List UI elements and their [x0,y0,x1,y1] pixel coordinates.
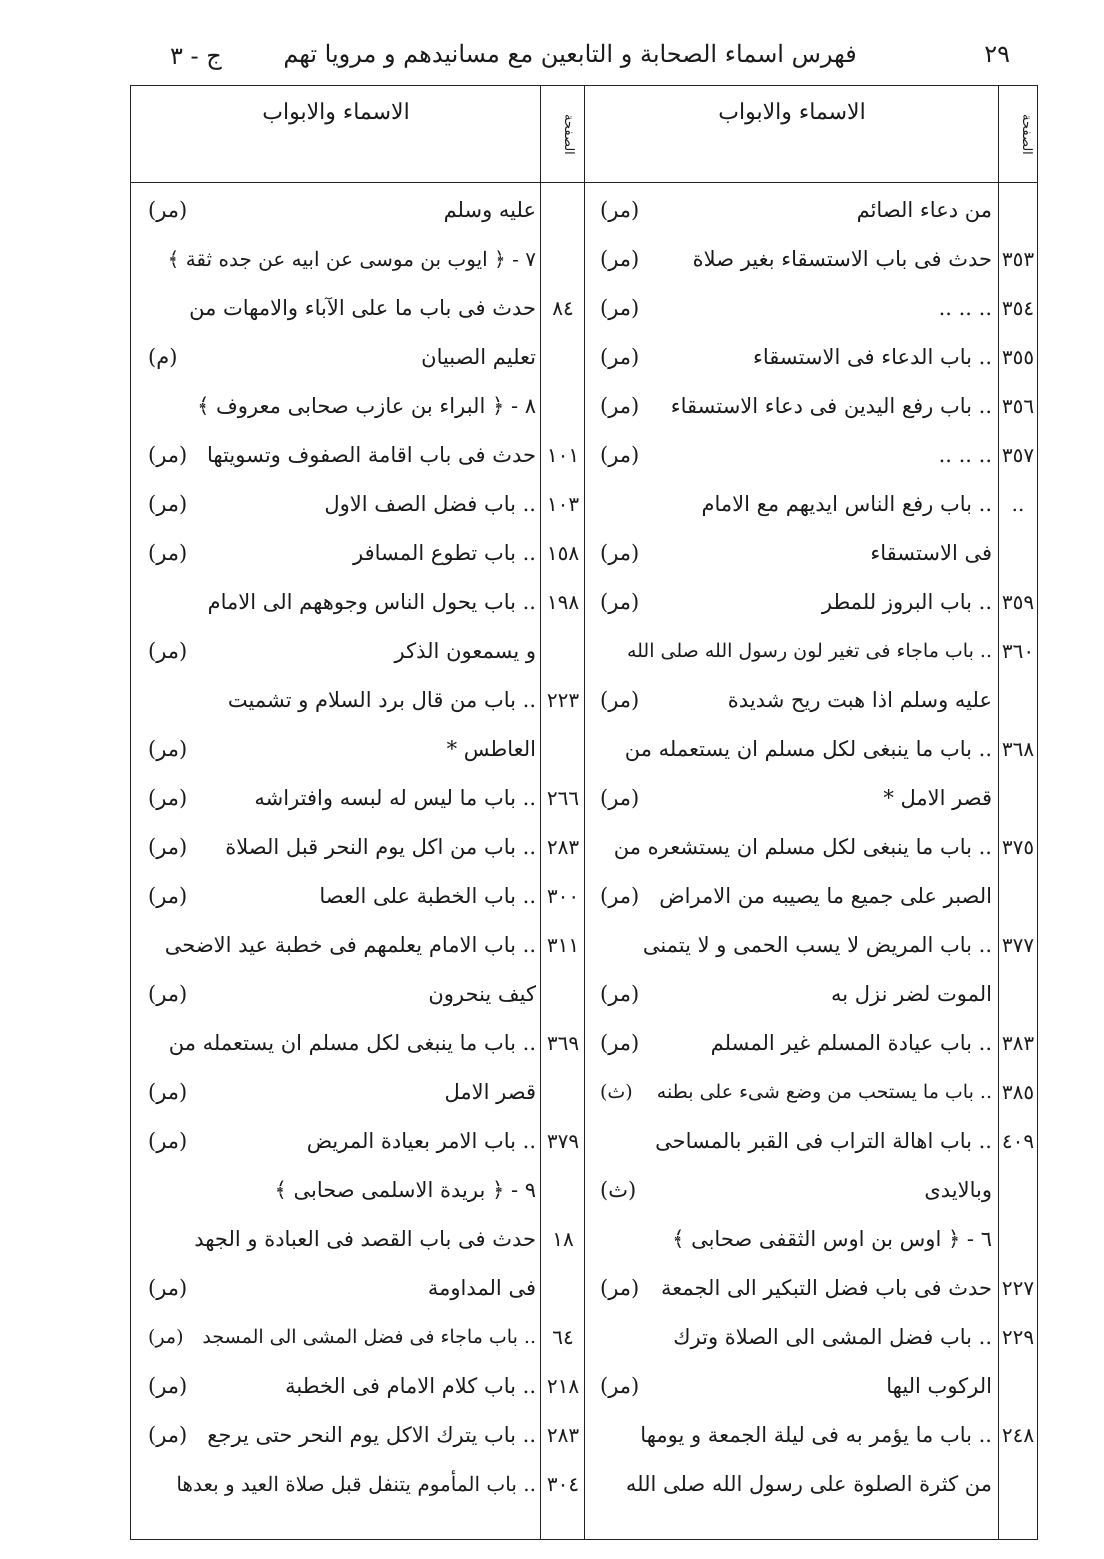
index-entry [600,1413,992,1457]
index-entry [148,1462,536,1506]
page-title: فهرس اسماء الصحابة و التابعين مع مسانيدهم و مرويا تهم [283,40,857,68]
page-header [130,40,1010,80]
index-entry [600,188,992,232]
index-entry [148,531,536,575]
entry-text: حدث فی باب القصد فی العبادة و الجهد [194,1227,536,1251]
index-entry [600,286,992,330]
entry-text: .. باب من قال برد السلام و تشمیت [227,688,536,712]
index-entry [148,629,536,673]
entry-text: قصر الامل * [883,786,992,810]
entry-page-number: ٦٤ [552,1325,574,1349]
center-divider-rule [584,85,585,1540]
source-mark: (م) [148,345,178,369]
entry-page-number: ٢٢٧ [1001,1276,1035,1300]
index-entry [600,1021,992,1065]
entry-text: من دعاء الصائم [856,198,992,222]
entry-page-number: ٣٨٣ [1001,1031,1035,1055]
index-entry [148,1217,536,1261]
page-number: ٢٩ [984,40,1010,68]
entry-page-number: ٢٨٣ [546,1423,580,1447]
entry-page-number: ٣٥٥ [1001,345,1035,369]
entry-page-number: ٣٧٥ [1001,835,1035,859]
source-mark: (مر) [600,1374,640,1398]
source-mark: (مر) [148,1276,188,1300]
index-entry [148,1413,536,1457]
index-entry [148,1119,536,1163]
index-entry [600,923,992,967]
source-mark: (مر) [600,247,640,271]
index-entry [148,727,536,771]
left-names-column-header: الاسماء والابواب [262,100,410,125]
index-entry [148,237,536,281]
left-page-column-rule [540,85,541,1540]
index-entry [600,580,992,624]
entry-text: .. باب رفع الیدین فی دعاء الاستسقاء [670,394,992,418]
entry-page-number: ٣٧٩ [546,1129,580,1153]
index-entry [600,776,992,820]
entry-page-number: ١٨ [552,1227,574,1251]
entry-text: الرکوب الیها [886,1374,992,1398]
entry-text: .. باب المأموم یتنفل قبل صلاة العید و بعدها [176,1472,536,1496]
source-mark: (مر) [600,443,640,467]
entry-text: الموت لضر نزل به [830,982,992,1006]
entry-text: من کثرة الصلوة علی رسول الله صلی الله [625,1472,992,1496]
entry-text: .. باب ما ینبغی لکل مسلم ان یستعمله من [624,737,992,761]
index-entry [600,335,992,379]
entry-page-number: ٣٠٤ [546,1472,580,1496]
source-mark: (مر) [148,541,188,565]
entry-page-number: ١٥٨ [546,541,580,565]
source-mark: (مر) [600,884,640,908]
index-entry [600,1070,992,1114]
entry-text: تعلیم الصبیان [421,345,536,369]
entry-text: ٨ - ﴿ البراء بن عازب صحابی معروف ﴾ [197,394,536,418]
entry-text: .. باب من اکل یوم النحر قبل الصلاة [225,835,536,859]
entry-text: ٦ - ﴿ اوس بن اوس الثقفی صحابی ﴾ [672,1227,992,1251]
index-entry [600,1462,992,1506]
entry-page-number: ٣٧٧ [1001,933,1035,957]
entry-text: و یسمعون الذکر [394,639,536,663]
entry-page-number: ٢٢٣ [546,688,580,712]
index-entry [600,825,992,869]
index-entry [600,1168,992,1212]
entry-page-number: ٣٦٩ [546,1031,580,1055]
source-mark: (ث) [600,1081,633,1103]
entry-page-number: .. [1011,492,1025,516]
index-entry [600,1217,992,1261]
index-entry [600,874,992,918]
entry-text: .. باب کلام الامام فی الخطبة [285,1374,536,1398]
entry-text: .. باب ماجاء فی تغیر لون رسول الله صلی الله [626,640,992,662]
index-entry [148,678,536,722]
index-entry [600,1315,992,1359]
entry-page-number: ١٩٨ [546,590,580,614]
entry-page-number: ١٠٣ [546,492,580,516]
entry-text: .. باب یترك الاکل یوم النحر حتی یرجع [207,1423,536,1447]
index-entry [148,776,536,820]
entry-page-number: ٣٥٩ [1001,590,1035,614]
source-mark: (مر) [600,688,640,712]
source-mark: (مر) [600,982,640,1006]
index-entry [600,531,992,575]
source-mark: (مر) [600,296,640,320]
source-mark: (مر) [148,1080,188,1104]
index-entry [600,629,992,673]
source-mark: (مر) [600,394,640,418]
index-entry [600,972,992,1016]
entry-text: الصبر علی جمیع ما یصیبه من الامراض [659,884,992,908]
entry-text: علیه وسلم [443,198,536,222]
source-mark: (مر) [148,443,188,467]
entry-page-number: ٣٥٤ [1001,296,1035,320]
source-mark: (مر) [600,345,640,369]
source-mark: (مر) [148,884,188,908]
entry-page-number: ٣٥٦ [1001,394,1035,418]
entry-text: .. باب فضل الصف الاول [324,492,536,516]
index-entry [600,482,992,526]
entry-page-number: ٣٠٠ [546,884,580,908]
right-names-column-header: الاسماء والابواب [718,100,866,125]
source-mark: (مر) [148,639,188,663]
entry-text: .. باب الدعاء فی الاستسقاء [752,345,992,369]
source-mark: (مر) [600,1276,640,1300]
volume-label: ج - ٣ [170,42,222,70]
source-mark: (مر) [148,1374,188,1398]
entry-text: .. باب عیادة المسلم غیر المسلم [710,1031,992,1055]
index-entry [148,1021,536,1065]
index-entry [148,335,536,379]
entry-page-number: ٣٥٣ [1001,247,1035,271]
index-entry [148,384,536,428]
entry-text: قصر الامل [444,1080,536,1104]
entry-text: وبالایدی [924,1178,992,1202]
entry-text: .. باب ما ینبغی لکل مسلم ان یستشعره من [613,835,992,859]
entry-text: .. .. .. [938,296,992,320]
index-entry [148,825,536,869]
index-entry [600,1364,992,1408]
source-mark: (مر) [148,1423,188,1447]
right-page-column-rule [998,85,999,1540]
entry-text: .. باب یحول الناس وجوههم الی الامام [207,590,536,614]
entry-page-number: ٢٨٣ [546,835,580,859]
entry-page-number: ٣٨٥ [1001,1080,1035,1104]
index-entry [600,384,992,428]
entry-text: حدث فی باب الاستسقاء بغیر صلاة [692,247,992,271]
source-mark: (مر) [148,492,188,516]
entry-text: .. باب الخطبة علی العصا [319,884,536,908]
entry-page-number: ٣٦٠ [1001,639,1035,663]
entry-page-number: ٣٦٨ [1001,737,1035,761]
entry-page-number: ٣١١ [546,933,580,957]
source-mark: (مر) [148,786,188,810]
entry-text: ٩ - ﴿ بریدة الاسلمی صحابی ﴾ [274,1178,536,1202]
entry-text: کیف ینحرون [428,982,536,1006]
entry-page-number: ١٠١ [546,443,580,467]
entry-text: .. باب المریض لا یسب الحمی و لا یتمنی [642,933,992,957]
entry-text: حدث فی باب اقامة الصفوف وتسویتها [207,443,536,467]
entry-page-number: ٢٢٩ [1001,1325,1035,1349]
index-entry [148,580,536,624]
source-mark: (مر) [148,1129,188,1153]
entry-page-number: ٨٤ [552,296,574,320]
index-entry [148,923,536,967]
source-mark: (مر) [148,1326,184,1348]
index-entry [600,1119,992,1163]
index-entry [148,433,536,477]
index-entry [148,1070,536,1114]
source-mark: (مر) [600,786,640,810]
entry-text: .. باب الامام یعلمهم فی خطبة عید الاضحی [164,933,536,957]
source-mark: (مر) [148,982,188,1006]
index-entry [600,727,992,771]
entry-text: ٧ - ﴿ ایوب بن موسی عن ابیه عن جده ثقة ﴾ [167,247,536,271]
index-entry [600,433,992,477]
index-entry [600,237,992,281]
index-entry [148,286,536,330]
index-entry [148,482,536,526]
entry-text: .. باب فضل المشی الی الصلاة وترك [673,1325,992,1349]
entry-text: حدث فی باب ما علی الآباء والامهات من [189,296,536,320]
entry-page-number: ٢٤٨ [1001,1423,1035,1447]
source-mark: (مر) [600,590,640,614]
index-entry [148,1364,536,1408]
source-mark: (مر) [600,1031,640,1055]
entry-text: علیه وسلم اذا هبت ریح شدیدة [727,688,992,712]
column-header-rule [130,182,1038,183]
entry-text: العاطس * [446,737,536,761]
entry-text: .. باب ما لیس له لبسه وافتراشه [254,786,536,810]
entry-text: .. باب البروز للمطر [821,590,992,614]
index-entry [148,874,536,918]
entry-text: .. باب ماجاء فی فضل المشی الی المسجد [202,1326,536,1348]
entry-text: .. .. .. [938,443,992,467]
source-mark: (مر) [600,541,640,565]
source-mark: (مر) [148,835,188,859]
index-entry [600,678,992,722]
entry-page-number: ٤٠٩ [1001,1129,1035,1153]
entry-text: .. باب ما یؤمر به فی لیلة الجمعة و یومها [640,1423,992,1447]
index-entry [148,1168,536,1212]
entry-text: فی المداومة [427,1276,536,1300]
entry-text: فی الاستسقاء [870,541,992,565]
entry-text: حدث فی باب فضل التبکیر الی الجمعة [660,1276,992,1300]
entry-page-number: ٢٦٦ [546,786,580,810]
index-entry [148,1315,536,1359]
right-page-column-header: الصفحة [1019,113,1034,155]
left-page-column-header: الصفحة [561,113,576,155]
source-mark: (مر) [600,198,640,222]
entry-text: .. باب رفع الناس ایدیهم مع الامام [701,492,992,516]
entry-text: .. باب تطوع المسافر [353,541,536,565]
entry-text: .. باب ما یستحب من وضع شیء علی بطنه [656,1081,992,1103]
source-mark: (مر) [148,737,188,761]
entry-page-number: ٣٥٧ [1001,443,1035,467]
index-entry [148,972,536,1016]
index-entry [600,1266,992,1310]
index-entry [148,1266,536,1310]
entry-page-number: ٢١٨ [546,1374,580,1398]
source-mark: (ث) [600,1178,637,1202]
entry-text: .. باب اهالة التراب فی القبر بالمساحی [655,1129,992,1153]
entry-text: .. باب الامر بعیادة المریض [306,1129,536,1153]
source-mark: (مر) [148,198,188,222]
entry-text: .. باب ما ینبغی لکل مسلم ان یستعمله من [168,1031,536,1055]
index-entry [148,188,536,232]
